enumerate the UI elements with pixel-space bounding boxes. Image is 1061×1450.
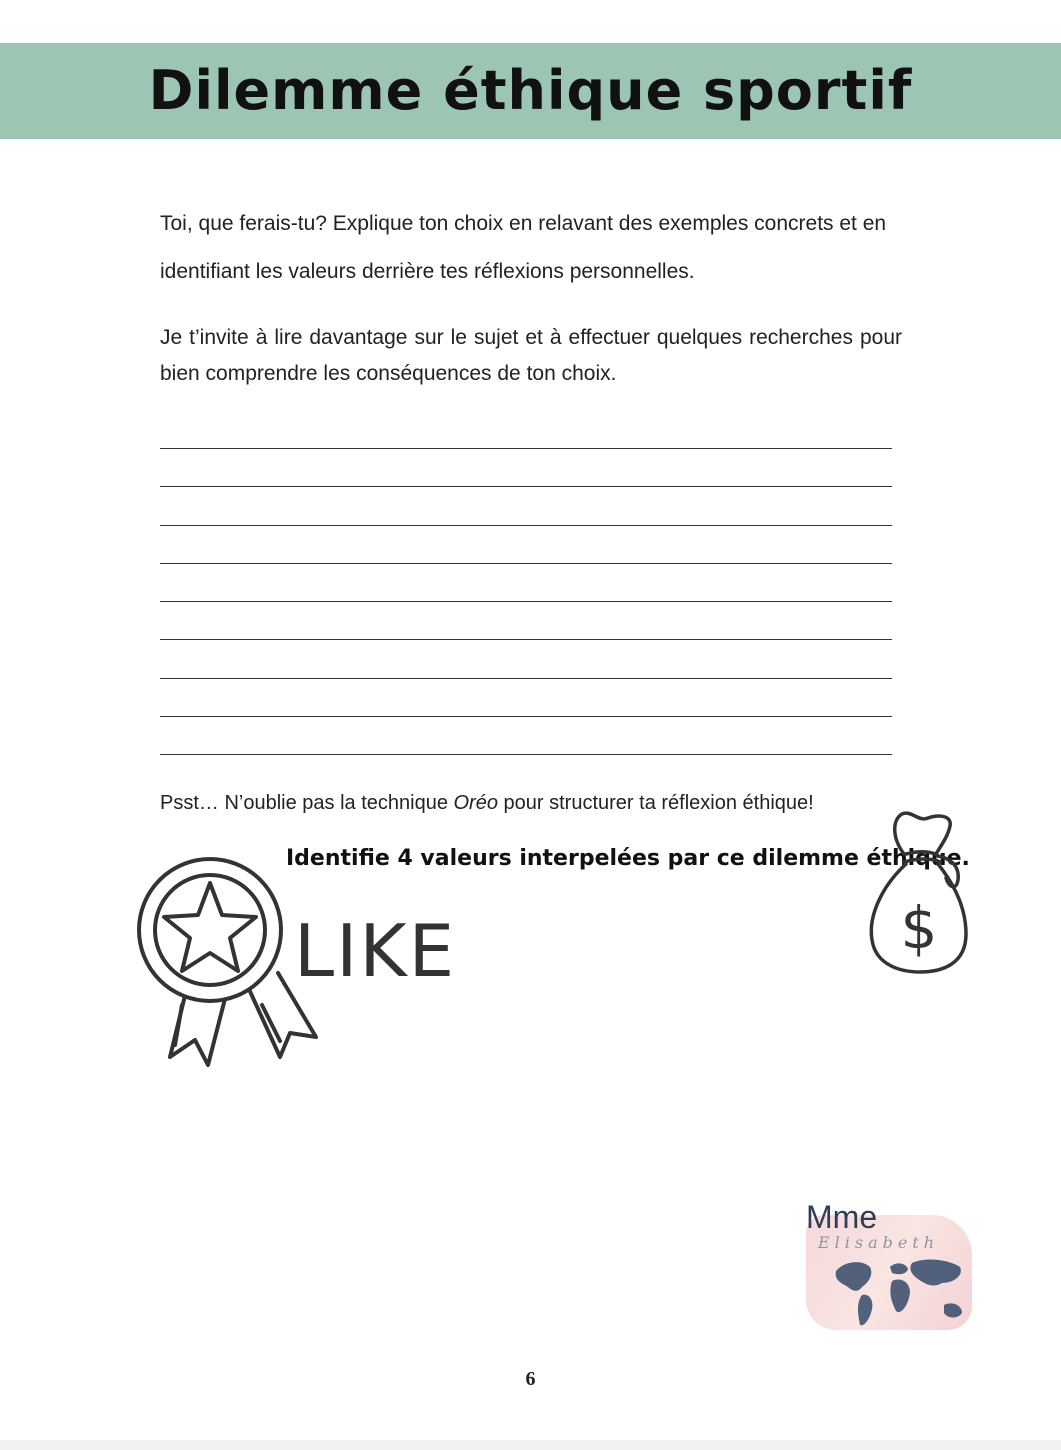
tip-text-after: pour structurer ta réflexion éthique! xyxy=(497,792,814,814)
writing-line[interactable] xyxy=(160,563,892,564)
page-title: Dilemme éthique sportif xyxy=(148,59,913,122)
writing-line[interactable] xyxy=(160,601,892,602)
writing-line[interactable] xyxy=(160,525,892,526)
instruction-paragraph-1: Toi, que ferais-tu? Explique ton choix en relavant des exemples concrets et en identifiant les valeurs derrière tes réflexions personnelles. xyxy=(160,212,887,283)
tip-text-before: Psst… N’oublie pas la technique xyxy=(160,792,454,814)
oreo-tip xyxy=(160,792,920,815)
writing-line[interactable] xyxy=(160,716,892,717)
writing-lines[interactable] xyxy=(160,448,892,793)
money-bag-icon xyxy=(862,808,974,980)
world-map-icon xyxy=(828,1253,978,1335)
writing-line[interactable] xyxy=(160,754,892,755)
dollar-sign: $ xyxy=(900,894,938,962)
writing-line[interactable] xyxy=(160,639,892,640)
instruction-paragraph-2: Je t’invite à lire davantage sur le sujet et à effectuer quelques recherches pour bien comprendre les conséquences de ton choix. xyxy=(160,326,902,385)
author-logo xyxy=(800,1195,980,1340)
page-bottom-edge xyxy=(0,1440,1061,1450)
tip-emphasis: Oréo xyxy=(453,792,498,814)
writing-line[interactable] xyxy=(160,486,892,487)
writing-line[interactable] xyxy=(160,678,892,679)
values-instruction: Identifie 4 valeurs interpelées par ce dilemme éthique. xyxy=(286,846,970,871)
logo-name: Elisabeth xyxy=(818,1233,940,1252)
page-number: 6 xyxy=(525,1368,536,1390)
writing-line[interactable] xyxy=(160,448,892,449)
like-text: LIKE xyxy=(294,909,457,993)
logo-mme: Mme xyxy=(806,1199,878,1235)
